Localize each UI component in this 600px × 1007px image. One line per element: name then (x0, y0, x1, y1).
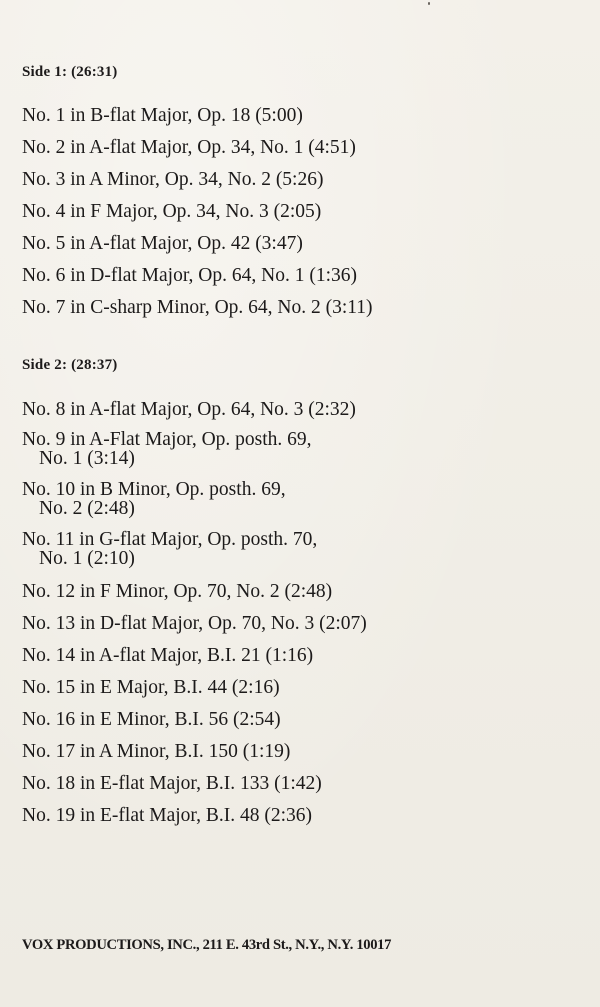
track-item: No. 5 in A-flat Major, Op. 42 (3:47) (22, 233, 303, 254)
track-item: No. 17 in A Minor, B.I. 150 (1:19) (22, 741, 291, 762)
track-item (22, 476, 367, 520)
track-item: No. 6 in D-flat Major, Op. 64, No. 1 (1:36) (22, 265, 358, 286)
track-item: No. 8 in A-flat Major, Op. 64, No. 3 (2:32) (22, 399, 356, 420)
track-item: No. 19 in E-flat Major, B.I. 48 (2:36) (22, 805, 313, 826)
track-item (22, 426, 367, 470)
track-item: No. 14 in A-flat Major, B.I. 21 (1:16) (22, 645, 314, 666)
track-continuation: No. 2 (2:48) (39, 498, 135, 519)
track-item: No. 3 in A Minor, Op. 34, No. 2 (5:26) (22, 169, 324, 190)
track-item: No. 7 in C-sharp Minor, Op. 64, No. 2 (3:11) (22, 297, 373, 318)
side-1-track-list (22, 100, 373, 324)
track-item: No. 13 in D-flat Major, Op. 70, No. 3 (2:07) (22, 613, 367, 634)
track-item: No. 1 in B-flat Major, Op. 18 (5:00) (22, 105, 303, 126)
side-2-heading: Side 2: (28:37) (22, 357, 118, 373)
track-item: No. 12 in F Minor, Op. 70, No. 2 (2:48) (22, 581, 333, 602)
track-item: No. 18 in E-flat Major, B.I. 133 (1:42) (22, 773, 322, 794)
track-line: No. 9 in A-Flat Major, Op. posth. 69, (22, 429, 312, 450)
track-continuation: No. 1 (3:14) (39, 448, 135, 469)
paper-speck (428, 2, 430, 5)
side-1-heading: Side 1: (26:31) (22, 64, 118, 80)
track-continuation: No. 1 (2:10) (39, 548, 135, 569)
track-item: No. 16 in E Minor, B.I. 56 (2:54) (22, 709, 281, 730)
track-line: No. 10 in B Minor, Op. posth. 69, (22, 479, 286, 500)
track-item: No. 4 in F Major, Op. 34, No. 3 (2:05) (22, 201, 322, 222)
track-item: No. 15 in E Major, B.I. 44 (2:16) (22, 677, 280, 698)
publisher-footer: VOX PRODUCTIONS, INC., 211 E. 43rd St., N.Y., N.Y. 10017 (22, 937, 392, 953)
track-line: No. 11 in G-flat Major, Op. posth. 70, (22, 529, 318, 550)
side-2-track-list (22, 394, 367, 832)
track-item: No. 2 in A-flat Major, Op. 34, No. 1 (4:51) (22, 137, 356, 158)
track-item (22, 526, 367, 570)
